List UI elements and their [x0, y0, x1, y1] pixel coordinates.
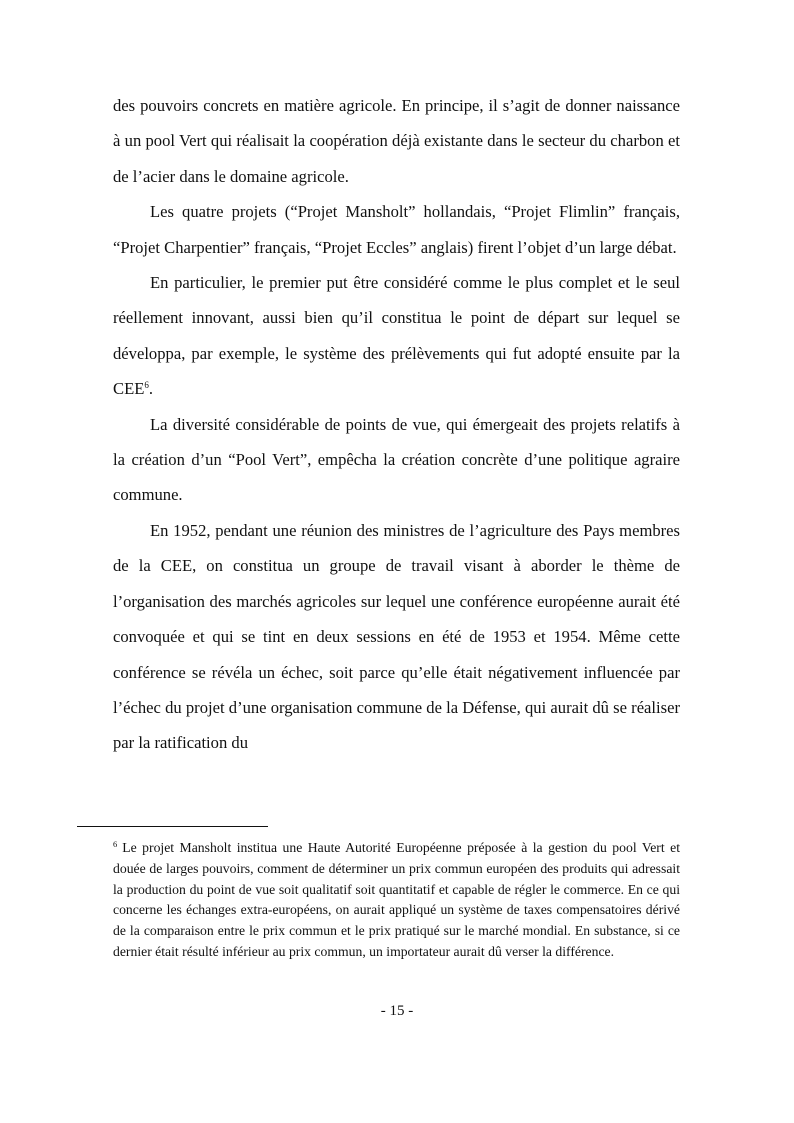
paragraph-4: La diversité considérable de points de vue, qui émergeait des projets relatifs à la création d’un “Pool Vert”, empêcha la création concrète d’une politique agraire commune. [113, 414, 680, 505]
page-body [113, 88, 680, 761]
paragraph-1: des pouvoirs concrets en matière agricole. En principe, il s’agit de donner naissance à un pool Vert qui réalisait la coopération déjà existante dans le secteur du charbon et de l’acier dans le domaine agricole. [113, 96, 680, 186]
footnotes-section [77, 826, 680, 963]
footnote-text: Le projet Mansholt institua une Haute Autorité Européenne préposée à la gestion du pool Vert et douée de larges pouvoirs, comment de déterminer un prix commun européen des produits qui adressait la production du point de vue soit qualitatif soit quantitatif et capable de régler le commerce. En ce qui concerne les échanges extra-européens, on aurait appliqué un système de taxes compensatoires dérivé de la comparaison entre le prix commun et le prix pratiqué sur le marché mondial. En substance, si ce dernier était résulté inférieur au prix commun, un importateur aurait dû verser la différence. [113, 840, 680, 959]
paragraph-3-text: En particulier, le premier put être considéré comme le plus complet et le seul réellement innovant, aussi bien qu’il constitua le point de départ sur lequel se développa, par exemple, le système des prélèvements qui fut adopté ensuite par la CEE [113, 273, 680, 399]
footnote-reference[interactable]: 6 [144, 380, 149, 391]
footnote-divider [77, 826, 268, 827]
paragraph-3: En particulier, le premier put être considéré comme le plus complet et le seul réellement innovant, aussi bien qu’il constitua le point de départ sur lequel se développa, par exemple, le système des prélèvements qui fut adopté ensuite par la CEE$^6$. [113, 273, 680, 399]
paragraph-5: En 1952, pendant une réunion des ministres de l’agriculture des Pays membres de la CEE, on constitua un groupe de travail visant à aborder le thème de l’organisation des marchés agricoles sur lequel une conférence européenne aurait été convoquée et qui se tint en deux sessions en été de 1953 et 1954. Même cette conférence se révéla un échec, soit parce qu’elle était négativement influencée par l’échec du projet d’une organisation commune de la Défense, qui aurait dû se réaliser par la ratification du [113, 520, 680, 753]
page-number: - 15 - [380, 1003, 414, 1019]
paragraph-2: Les quatre projets (“Projet Mansholt” hollandais, “Projet Flimlin” français, “Projet Charpentier” français, “Projet Eccles” anglais) firent l’objet d’un large débat. [113, 202, 680, 257]
footnote-number: 6 [113, 839, 118, 849]
footnote-6 [113, 838, 680, 963]
